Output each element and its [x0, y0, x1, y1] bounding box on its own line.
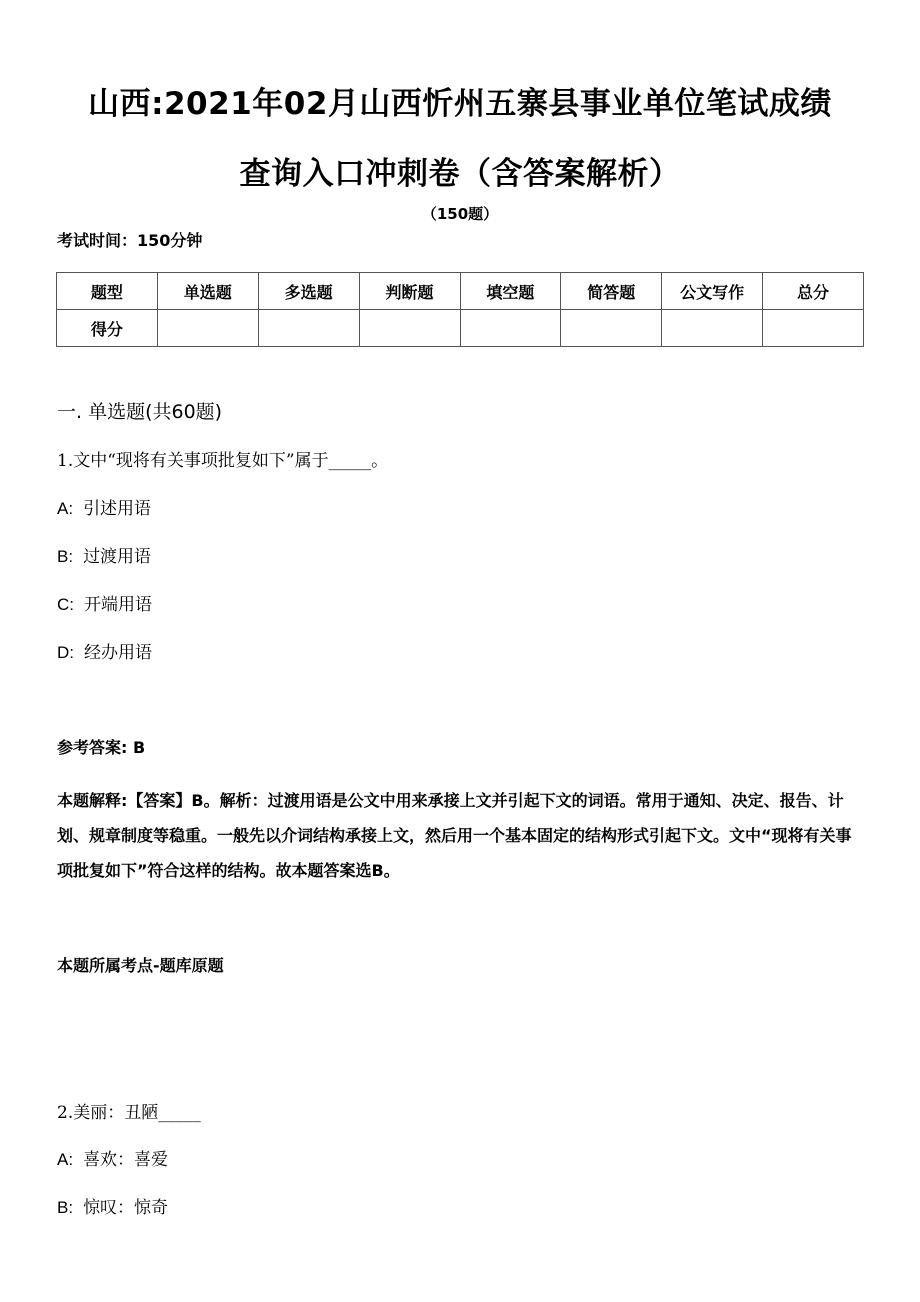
- option-c: [57, 590, 152, 615]
- option-b: [57, 1193, 168, 1218]
- score-header-cell: 总分: [763, 273, 864, 310]
- document-title-line-1: 山西:2021年02月山西忻州五寨县事业单位笔试成绩: [88, 86, 832, 122]
- option-d: [57, 638, 152, 663]
- option-text: 经办用语: [84, 643, 152, 663]
- score-cell: [460, 310, 561, 347]
- score-cell: [561, 310, 662, 347]
- score-header-cell: 简答题: [561, 273, 662, 310]
- score-table: [56, 272, 864, 347]
- score-header-cell: 判断题: [359, 273, 460, 310]
- score-table-score-row: [57, 310, 864, 347]
- option-text: 惊叹：惊奇: [83, 1198, 169, 1218]
- score-cell: [157, 310, 258, 347]
- option-text: 开端用语: [84, 595, 152, 615]
- score-header-cell: 单选题: [157, 273, 258, 310]
- option-b: [57, 542, 151, 567]
- option-key: B:: [57, 1198, 74, 1217]
- score-row-label: 得分: [57, 310, 158, 347]
- question-stem: 2.美丽：丑陋_____: [57, 1103, 201, 1123]
- answer-label: 参考答案: B: [57, 738, 146, 757]
- score-header-cell: 多选题: [258, 273, 359, 310]
- question-count: （150题）: [421, 205, 499, 223]
- score-cell: [763, 310, 864, 347]
- option-key: A:: [57, 1150, 74, 1169]
- score-header-cell: 公文写作: [662, 273, 763, 310]
- option-text: 过渡用语: [83, 547, 152, 567]
- score-header-cell: 题型: [57, 273, 158, 310]
- document-title-line-2: 查询入口冲刺卷（含答案解析）: [239, 156, 681, 192]
- option-key: B:: [57, 547, 74, 566]
- question-stem: 1.文中“现将有关事项批复如下”属于_____。: [57, 451, 389, 471]
- exam-time: 考试时间：150分钟: [57, 231, 203, 250]
- option-key: D:: [57, 643, 74, 662]
- score-cell: [258, 310, 359, 347]
- option-key: A:: [57, 499, 74, 518]
- option-key: C:: [57, 595, 74, 614]
- explanation: 本题解释:【答案】B。解析：过渡用语是公文中用来承接上文并引起下文的词语。常用于通知、决定、报告、计划、规章制度等稳重。一般先以介词结构承接上文，然后用一个基本固定的结构形式引起下文。文中“现将有关事项批复如下”符合这样的结构。故本题答案选B。: [57, 791, 852, 880]
- score-cell: [359, 310, 460, 347]
- section-title: 一. 单选题(共60题): [57, 401, 223, 423]
- option-a: [57, 494, 151, 519]
- topic-label: 本题所属考点-题库原题: [57, 956, 224, 975]
- option-text: 引述用语: [83, 499, 152, 519]
- score-header-cell: 填空题: [460, 273, 561, 310]
- score-table-header-row: [57, 273, 864, 310]
- score-cell: [662, 310, 763, 347]
- option-a: [57, 1145, 168, 1170]
- option-text: 喜欢：喜爱: [83, 1150, 169, 1170]
